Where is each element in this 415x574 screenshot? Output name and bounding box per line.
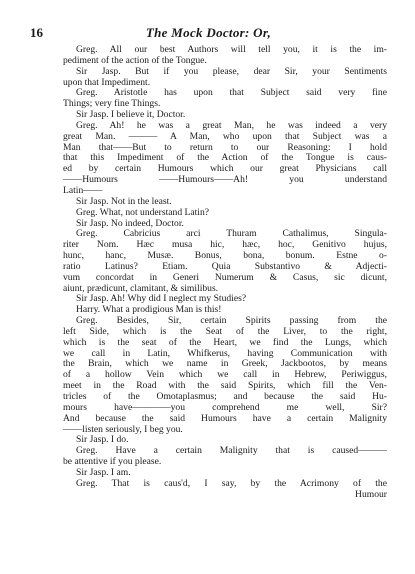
- text-line: Greg. Aristotle has upon that Subject said very fine: [76, 87, 387, 99]
- text-line: vum concordat in Generi Numerum & Casus, sic dicunt,: [63, 271, 387, 283]
- play-text: [63, 45, 387, 500]
- text-line: Greg. What, not understand Latin?: [76, 206, 210, 218]
- text-line: Sir Jasp. I believe it, Doctor.: [76, 109, 186, 121]
- running-title: The Mock Doctor: Or,: [145, 25, 272, 40]
- text-line: Greg. All our best Authors will tell you, it is the im-: [76, 44, 387, 55]
- text-line: be attentive if you please.: [63, 456, 162, 468]
- text-line: Sir Jasp. But if you please, dear Sir, your Sentiments: [76, 65, 387, 77]
- text-line: Greg. Have a certain Malignity that is caused———: [76, 445, 387, 457]
- text-line: ratio Latinus? Etiam. Quia Substantivo & Adjecti-: [63, 260, 387, 272]
- text-line: Latin——: [63, 184, 103, 196]
- text-line: ed by certain Humours which our great Physicians call: [63, 163, 387, 175]
- text-line: Sir Jasp. Not in the least.: [76, 195, 172, 207]
- catchword: Humour: [355, 488, 387, 500]
- text-line: of a hollow Vein which we call in Hebrew, Periwiggus,: [63, 369, 387, 381]
- text-line: Harry. What a prodigious Man is this!: [76, 304, 222, 316]
- text-line: Sir Jasp. I am.: [76, 466, 131, 478]
- text-line: tricles of the Omotaplasmus; and because the said Hu-: [63, 391, 387, 402]
- text-line: that this Impediment of the Action of the Tongue is caus-: [63, 152, 387, 164]
- page-number: 16: [30, 25, 43, 40]
- text-line: Greg. Cabricius arci Thuram Cathalimus, Singula-: [76, 228, 387, 240]
- text-line: aiunt, prædicunt, clamitant, & similibus.: [63, 282, 219, 294]
- text-line: meet in the Road with the said Spirits, which fill the Ven-: [63, 380, 387, 392]
- text-line: ——listen seriously, I beg you.: [63, 423, 183, 435]
- text-line: Greg. Besides, Sir, certain Spirits passing from the: [76, 315, 387, 327]
- text-line: Man that——But to return to our Reasoning: I hold: [63, 141, 387, 153]
- text-line: ——Humours ——Humours——Ah! you understand: [63, 174, 387, 186]
- text-line: Sir Jasp. No indeed, Doctor.: [76, 217, 184, 229]
- text-line: Sir Jasp. Ah! Why did I neglect my Studies?: [76, 293, 247, 305]
- text-line: which is the seat of the Heart, we find the Lungs, which: [63, 336, 387, 348]
- text-line: left Side, which is the Seat of the Liver, to the right,: [63, 325, 387, 337]
- text-line: Greg. Ah! he was a great Man, he was indeed a very: [76, 119, 387, 131]
- text-line: mours have————you comprehend me well, Sir?: [63, 401, 387, 413]
- text-line: upon that Impediment.: [63, 76, 151, 88]
- text-line: hunc, hanc, Musæ. Bonus, bona, bonum. Estne o-: [63, 250, 387, 262]
- text-line: pediment of the action of the Tongue.: [63, 54, 207, 66]
- text-line: riter Nom. Hæc musa hic, hæc, hoc, Genitivo hujus,: [63, 239, 387, 251]
- page-header: [30, 26, 387, 40]
- text-line: great Man. ——— A Man, who upon that Subject was a: [63, 130, 387, 142]
- text-line: we call in Latin, Whifkerus, having Communication with: [63, 347, 387, 359]
- text-line: the Brain, which we name in Greek, Jackbootos, by means: [63, 358, 387, 370]
- text-line: Greg. That is caus'd, I say, by the Acrimony of the: [76, 477, 387, 489]
- text-line: Sir Jasp. I do.: [76, 434, 129, 446]
- text-line: Things; very fine Things.: [63, 98, 161, 110]
- text-line: And because the said Humours have a certain Malignity: [63, 412, 387, 424]
